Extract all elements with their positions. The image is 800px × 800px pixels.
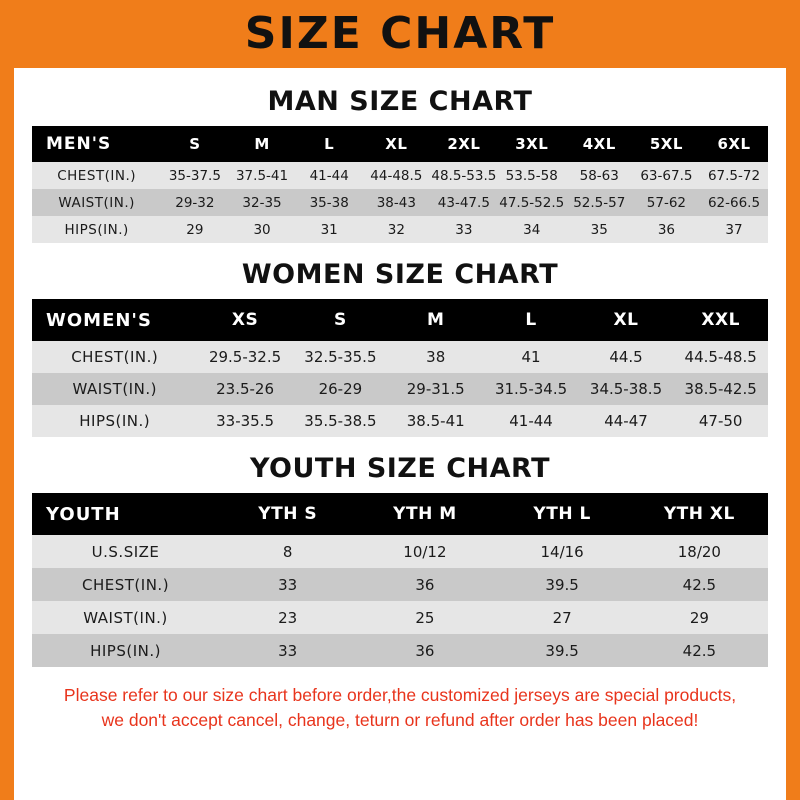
table-header-row (32, 126, 768, 162)
youth-hips-m: 36 (415, 641, 435, 660)
table-row (32, 189, 768, 216)
man-chest-5xl: 63-67.5 (640, 167, 693, 184)
man-waist-2xl: 43-47.5 (437, 194, 490, 211)
man-chest-m: 37.5-41 (235, 167, 289, 184)
youth-header-s: YTH S (258, 504, 318, 524)
man-row-label-chest: CHEST(IN.) (57, 167, 137, 184)
man-row-label-hips: HIPS(IN.) (64, 221, 129, 238)
man-waist-xl: 38-43 (376, 194, 416, 211)
table-row (32, 568, 768, 601)
women-waist-l: 31.5-34.5 (494, 380, 568, 398)
youth-waist-m: 25 (415, 608, 435, 627)
women-hips-s: 35.5-38.5 (304, 412, 377, 430)
table-row (32, 162, 768, 189)
youth-header-xl: YTH XL (663, 504, 735, 524)
women-header-s: S (334, 310, 347, 330)
youth-chest-m: 36 (415, 575, 435, 594)
youth-ussize-l: 14/16 (540, 542, 584, 561)
women-table-body (32, 341, 768, 437)
youth-chest-l: 39.5 (545, 575, 579, 594)
man-waist-l: 35-38 (309, 194, 349, 211)
man-header-l: L (324, 135, 335, 153)
man-chest-s: 35-37.5 (168, 167, 221, 184)
man-waist-4xl: 52.5-57 (573, 194, 626, 211)
man-chest-3xl: 53.5-58 (505, 167, 558, 184)
table-row (32, 634, 768, 667)
youth-section-title: YOUTH SIZE CHART (249, 453, 551, 484)
man-hips-5xl: 36 (657, 221, 675, 238)
women-row-label-waist: WAIST(IN.) (72, 380, 157, 398)
women-chest-xs: 29.5-32.5 (208, 348, 282, 366)
women-row-label-hips: HIPS(IN.) (79, 412, 151, 430)
women-waist-s: 26-29 (318, 380, 363, 398)
table-row (32, 341, 768, 373)
youth-chest-xl: 42.5 (682, 575, 717, 594)
women-row-label-chest: CHEST(IN.) (71, 348, 159, 366)
man-waist-s: 29-32 (175, 194, 215, 211)
man-header-6xl: 6XL (717, 135, 751, 153)
man-chest-4xl: 58-63 (579, 167, 619, 184)
man-waist-3xl: 47.5-52.5 (499, 194, 565, 211)
man-hips-4xl: 35 (590, 221, 608, 238)
youth-table-body (32, 535, 768, 667)
youth-header-label: YOUTH (46, 503, 121, 525)
women-chest-xl: 44.5 (609, 348, 643, 366)
women-chest-s: 32.5-35.5 (304, 348, 377, 366)
man-header-5xl: 5XL (649, 135, 683, 153)
man-hips-m: 30 (253, 221, 271, 238)
man-chest-2xl: 48.5-53.5 (431, 167, 497, 184)
footer-note (32, 683, 768, 734)
content (14, 86, 786, 734)
youth-chest-s: 33 (278, 575, 298, 594)
table-row (32, 601, 768, 634)
youth-size-table (32, 493, 768, 667)
table-header-row (32, 299, 768, 341)
youth-row-label-ussize: U.S.SIZE (91, 542, 160, 561)
youth-row-label-chest: CHEST(IN.) (82, 575, 170, 594)
man-row-label-waist: WAIST(IN.) (58, 194, 135, 211)
youth-waist-xl: 29 (689, 608, 709, 627)
women-section-title: WOMEN SIZE CHART (241, 259, 559, 290)
women-table-head (32, 299, 768, 341)
table-row (32, 373, 768, 405)
man-chest-6xl: 67.5-72 (707, 167, 761, 184)
youth-row-label-waist: WAIST(IN.) (83, 608, 168, 627)
table-row (32, 535, 768, 568)
table-header-row (32, 493, 768, 535)
footer-note-line2: we don't accept cancel, change, teturn or refund after order has been placed! (101, 710, 699, 731)
youth-ussize-s: 8 (282, 542, 293, 561)
youth-table-head (32, 493, 768, 535)
man-hips-2xl: 33 (455, 221, 473, 238)
women-waist-xl: 34.5-38.5 (589, 380, 663, 398)
women-chest-l: 41 (521, 348, 541, 366)
man-waist-m: 32-35 (242, 194, 282, 211)
women-hips-xs: 33-35.5 (216, 412, 275, 430)
women-hips-l: 41-44 (509, 412, 553, 430)
women-waist-xxl: 38.5-42.5 (684, 380, 757, 398)
women-header-xs: XS (231, 310, 259, 330)
man-header-3xl: 3XL (515, 135, 549, 153)
man-header-2xl: 2XL (447, 135, 481, 153)
women-waist-xs: 23.5-26 (216, 380, 275, 398)
man-header-xl: XL (385, 135, 408, 153)
youth-waist-s: 23 (278, 608, 298, 627)
women-header-xl: XL (613, 310, 639, 330)
table-row (32, 405, 768, 437)
youth-header-l: YTH L (533, 504, 591, 524)
women-hips-xxl: 47-50 (698, 412, 743, 430)
man-hips-s: 29 (186, 221, 204, 238)
women-header-label: WOMEN'S (46, 309, 152, 331)
women-size-table (32, 299, 768, 437)
man-header-m: M (254, 135, 270, 153)
table-row (32, 216, 768, 243)
man-chest-l: 41-44 (309, 167, 349, 184)
women-header-xxl: XXL (701, 310, 740, 330)
man-table-body (32, 162, 768, 243)
youth-hips-xl: 42.5 (682, 641, 717, 660)
women-chest-xxl: 44.5-48.5 (684, 348, 757, 366)
man-header-4xl: 4XL (582, 135, 616, 153)
man-hips-3xl: 34 (523, 221, 541, 238)
man-size-table (32, 126, 768, 243)
page-title: SIZE CHART (244, 8, 556, 59)
footer-note-line1: Please refer to our size chart before order,the customized jerseys are special products, (63, 685, 737, 705)
youth-header-m: YTH M (393, 504, 457, 524)
man-header-s: S (189, 135, 201, 153)
man-section-title: MAN SIZE CHART (267, 86, 533, 117)
women-hips-m: 38.5-41 (406, 412, 465, 430)
man-header-label: MEN'S (46, 134, 112, 154)
women-chest-m: 38 (426, 348, 446, 366)
women-header-m: M (427, 310, 445, 330)
youth-ussize-m: 10/12 (403, 542, 447, 561)
youth-hips-l: 39.5 (545, 641, 579, 660)
youth-hips-s: 33 (278, 641, 298, 660)
man-hips-6xl: 37 (725, 221, 743, 238)
man-waist-6xl: 62-66.5 (707, 194, 761, 211)
man-waist-5xl: 57-62 (646, 194, 687, 211)
header-band (0, 0, 800, 68)
man-hips-xl: 32 (387, 221, 405, 238)
man-hips-l: 31 (320, 221, 338, 238)
man-chest-xl: 44-48.5 (370, 167, 423, 184)
youth-ussize-xl: 18/20 (677, 542, 721, 561)
man-table-head (32, 126, 768, 162)
women-header-l: L (525, 310, 537, 330)
women-waist-m: 29-31.5 (406, 380, 465, 398)
youth-row-label-hips: HIPS(IN.) (90, 641, 161, 660)
women-hips-xl: 44-47 (604, 412, 648, 430)
youth-waist-l: 27 (552, 608, 572, 627)
